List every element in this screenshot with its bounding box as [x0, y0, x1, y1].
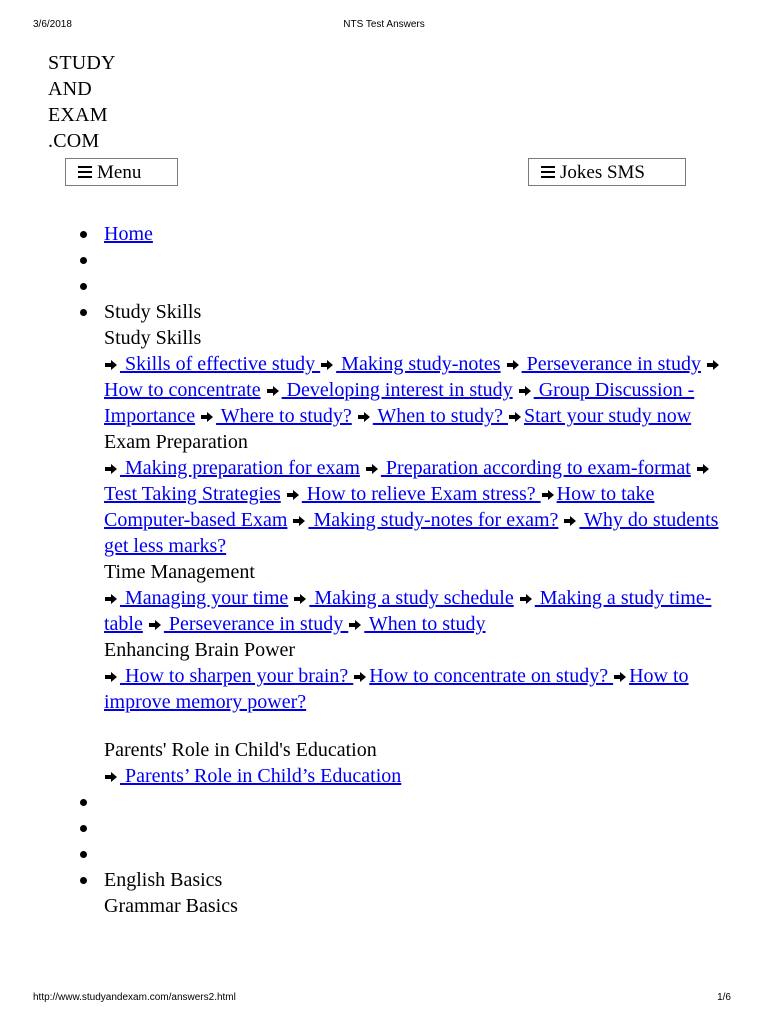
- print-date: 3/6/2018: [33, 19, 72, 30]
- nav-item-empty: [104, 789, 734, 815]
- arrow-right-icon: [200, 411, 214, 423]
- nav-item-empty: [104, 841, 734, 867]
- nav-item-empty: [104, 247, 734, 273]
- hamburger-icon: [541, 166, 555, 178]
- logo-line: STUDY: [48, 52, 116, 74]
- study-link[interactable]: Developing interest in study: [281, 379, 513, 401]
- study-link[interactable]: Making study-notes: [336, 353, 501, 375]
- study-link[interactable]: How to sharpen your brain?: [120, 665, 354, 687]
- study-link[interactable]: How to improve memory power?: [104, 665, 689, 713]
- print-footer: [0, 992, 768, 1006]
- arrow-right-icon: [506, 359, 520, 371]
- arrow-right-icon: [104, 771, 118, 783]
- nav-item-empty: [104, 815, 734, 841]
- study-link[interactable]: Group Discussion - Importance: [104, 379, 695, 427]
- arrow-right-icon: [104, 359, 118, 371]
- study-link[interactable]: Making a study schedule: [309, 587, 514, 609]
- jokes-sms-button[interactable]: [528, 158, 686, 186]
- logo-line: AND: [48, 78, 92, 100]
- study-link[interactable]: Perseverance in study: [163, 613, 349, 635]
- nav-item-home: [104, 221, 734, 247]
- arrow-right-icon: [541, 489, 555, 501]
- study-link[interactable]: Start your study now: [523, 405, 692, 427]
- arrow-right-icon: [365, 463, 379, 475]
- study-link[interactable]: How to concentrate on study?: [369, 665, 614, 687]
- print-header: [0, 19, 768, 33]
- study-link[interactable]: When to study?: [372, 405, 508, 427]
- arrow-right-icon: [508, 411, 522, 423]
- print-page-number: 1/6: [717, 992, 731, 1003]
- grammar-basics-heading: Grammar Basics: [104, 895, 238, 917]
- arrow-right-icon: [293, 593, 307, 605]
- exam-preparation-heading: Exam Preparation: [104, 431, 248, 453]
- logo-line: EXAM: [48, 104, 108, 126]
- arrow-right-icon: [613, 671, 627, 683]
- jokes-button-label: Jokes SMS: [560, 162, 645, 183]
- site-logo[interactable]: [48, 50, 116, 154]
- logo-line: .COM: [48, 130, 100, 152]
- study-link[interactable]: Perseverance in study: [521, 353, 701, 375]
- study-link[interactable]: Managing your time: [120, 587, 289, 609]
- arrow-right-icon: [104, 593, 118, 605]
- study-link[interactable]: Making preparation for exam: [120, 457, 360, 479]
- exam-preparation-links: [104, 455, 734, 559]
- study-skills-links: [104, 351, 734, 429]
- study-link[interactable]: Making a study time-table: [104, 587, 712, 635]
- print-url: http://www.studyandexam.com/answers2.html: [33, 992, 236, 1003]
- brain-power-links: [104, 663, 734, 715]
- bullet: [80, 877, 87, 884]
- arrow-right-icon: [706, 359, 720, 371]
- study-link[interactable]: How to relieve Exam stress?: [301, 483, 541, 505]
- time-management-heading: Time Management: [104, 561, 255, 583]
- bullet: [80, 851, 87, 858]
- study-link[interactable]: Why do students get less marks?: [104, 509, 719, 557]
- parents-role-links: [104, 763, 734, 789]
- study-link[interactable]: How to concentrate: [104, 379, 261, 401]
- study-link[interactable]: Making study-notes for exam?: [308, 509, 559, 531]
- bullet: [80, 309, 87, 316]
- nav-item-empty: [104, 273, 734, 299]
- home-link[interactable]: Home: [104, 223, 153, 245]
- study-link[interactable]: Preparation according to exam-format: [380, 457, 691, 479]
- arrow-right-icon: [519, 593, 533, 605]
- arrow-right-icon: [292, 515, 306, 527]
- time-management-links: [104, 585, 734, 637]
- nav-item-study-skills: [104, 299, 734, 789]
- arrow-right-icon: [104, 671, 118, 683]
- arrow-right-icon: [266, 385, 280, 397]
- arrow-right-icon: [353, 671, 367, 683]
- menu-button-label: Menu: [97, 162, 142, 183]
- study-link[interactable]: Parents’ Role in Child’s Education: [120, 765, 402, 787]
- bullet: [80, 283, 87, 290]
- hamburger-icon: [78, 166, 92, 178]
- arrow-right-icon: [320, 359, 334, 371]
- english-basics-label: English Basics: [104, 869, 223, 891]
- study-link[interactable]: Test Taking Strategies: [104, 483, 281, 505]
- study-skills-heading: Study Skills: [104, 327, 202, 349]
- bullet: [80, 799, 87, 806]
- arrow-right-icon: [348, 619, 362, 631]
- study-link[interactable]: When to study: [364, 613, 486, 635]
- menu-button[interactable]: [65, 158, 178, 186]
- nav-item-english-basics: [104, 867, 734, 919]
- arrow-right-icon: [286, 489, 300, 501]
- arrow-right-icon: [696, 463, 710, 475]
- bullet: [80, 257, 87, 264]
- nav-list: [104, 221, 734, 919]
- bullet: [80, 825, 87, 832]
- bullet: [80, 231, 87, 238]
- print-title: NTS Test Answers: [343, 19, 425, 30]
- parents-role-heading: Parents' Role in Child's Education: [104, 739, 377, 761]
- arrow-right-icon: [148, 619, 162, 631]
- arrow-right-icon: [518, 385, 532, 397]
- study-skills-label: Study Skills: [104, 301, 202, 323]
- arrow-right-icon: [357, 411, 371, 423]
- brain-power-heading: Enhancing Brain Power: [104, 639, 296, 661]
- study-link[interactable]: Where to study?: [216, 405, 352, 427]
- study-link[interactable]: How to take Computer-based Exam: [104, 483, 655, 531]
- arrow-right-icon: [563, 515, 577, 527]
- study-link[interactable]: Skills of effective study: [120, 353, 321, 375]
- arrow-right-icon: [104, 463, 118, 475]
